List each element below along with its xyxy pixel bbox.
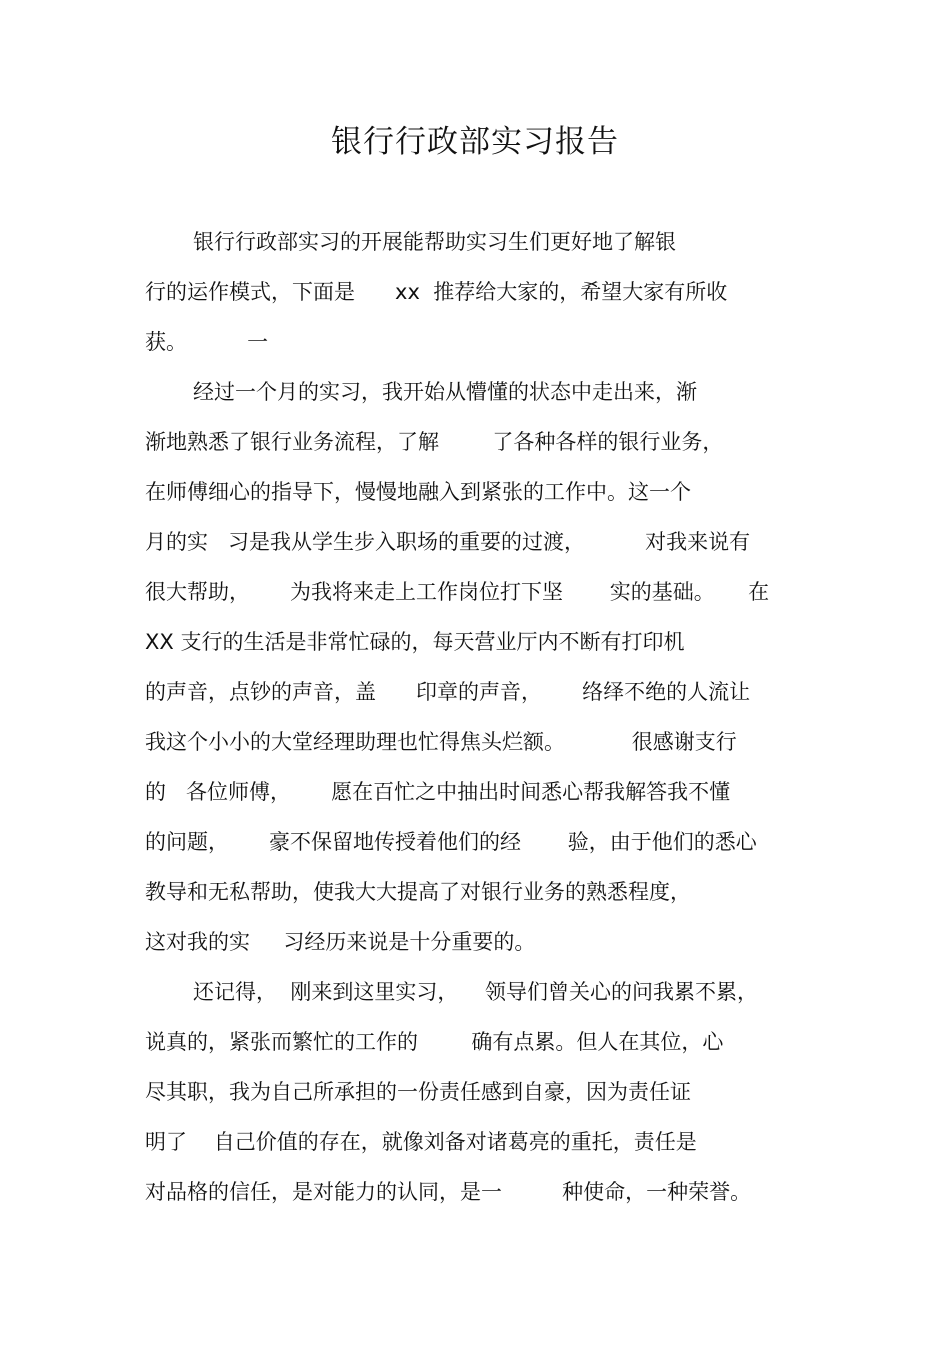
text-line: 尽其职，我为自己所承担的一份责任感到自豪，因为责任证 <box>145 1080 691 1104</box>
text-line: 还记得， 刚来到这里实习， 领导们曾关心的问我累不累， <box>193 980 759 1004</box>
text-line: 教导和无私帮助，使我大大提高了对银行业务的熟悉程度， <box>145 880 691 904</box>
text-line: 在师傅细心的指导下，慢慢地融入到紧张的工作中。这一个 <box>145 480 691 504</box>
text-line: 经过一个月的实习，我开始从懵懂的状态中走出来，渐 <box>193 380 697 404</box>
text-line: 对品格的信任，是对能力的认同，是一 种使命，一种荣誉。 <box>145 1180 752 1204</box>
text-line: 月的实 习是我从学生步入职场的重要的过渡， 对我来说有 <box>145 530 751 554</box>
text-line: 银行行政部实习的开展能帮助实习生们更好地了解银 <box>193 230 676 254</box>
text-line: 获。 一 <box>145 330 269 354</box>
text-line: 这对我的实 习经历来说是十分重要的。 <box>145 930 536 954</box>
text-line: 行的运作模式，下面是 xx 推荐给大家的，希望大家有所收 <box>145 280 728 304</box>
text-line: 的 各位师傅， 愿在百忙之中抽出时间悉心帮我解答我不懂 <box>145 780 731 804</box>
text-line: 很大帮助， 为我将来走上工作岗位打下坚 实的基础。 在 <box>145 580 770 604</box>
document-title: 银行行政部实习报告 <box>331 124 619 160</box>
text-line: 的声音，点钞的声音，盖 印章的声音， 络绎不绝的人流让 <box>145 680 751 704</box>
text-line: 我这个小小的大堂经理助理也忙得焦头烂额。 很感谢支行 <box>145 730 737 754</box>
text-line: 渐地熟悉了银行业务流程，了解 了各种各样的银行业务， <box>145 430 724 454</box>
document-body <box>145 222 825 1222</box>
text-line: XX 支行的生活是非常忙碌的，每天营业厅内不断有打印机 <box>145 630 685 654</box>
text-line: 的问题， 豪不保留地传授着他们的经 验，由于他们的悉心 <box>145 830 757 854</box>
text-line: 说真的，紧张而繁忙的工作的 确有点累。但人在其位，心 <box>145 1030 724 1054</box>
text-line: 明了 自己价值的存在，就像刘备对诸葛亮的重托，责任是 <box>145 1130 697 1154</box>
